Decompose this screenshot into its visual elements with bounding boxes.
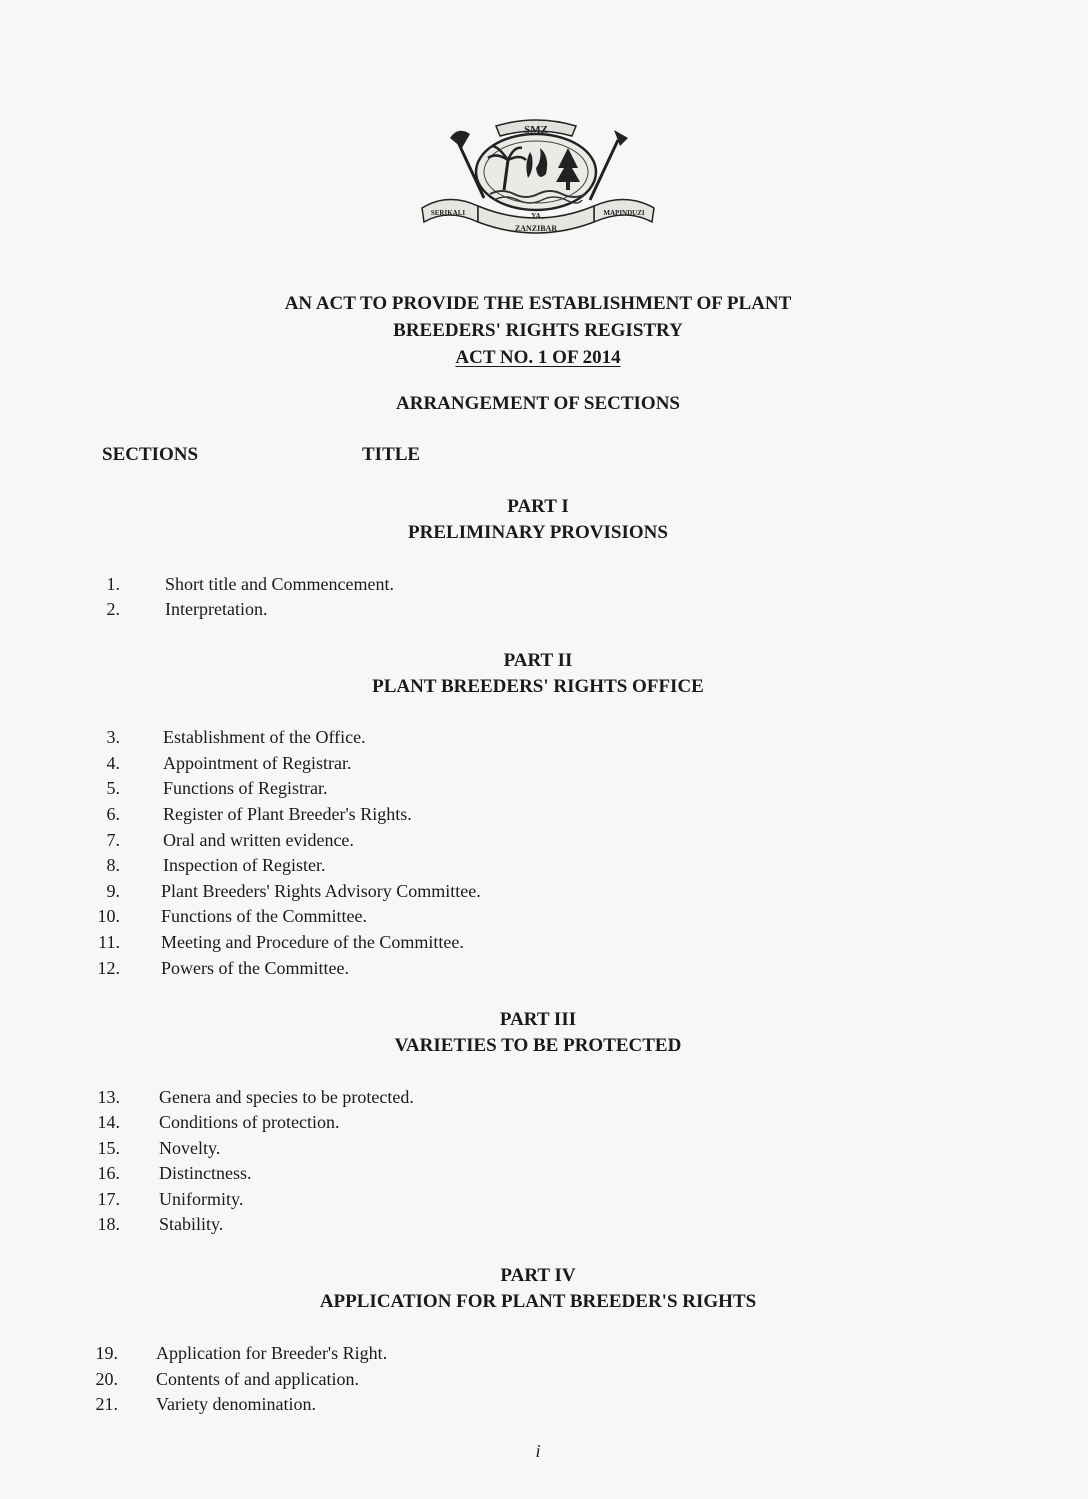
section-number: 9. bbox=[106, 881, 120, 901]
section-title: Short title and Commencement. bbox=[165, 574, 394, 594]
section-title: Distinctness. bbox=[159, 1163, 252, 1183]
section-number: 14. bbox=[97, 1112, 120, 1132]
section-title: Variety denomination. bbox=[156, 1394, 316, 1414]
emblem-banner-text-right: MAPINDUZI bbox=[603, 209, 645, 217]
section-title: Contents of and application. bbox=[156, 1369, 359, 1389]
section-number: 21. bbox=[95, 1394, 118, 1414]
section-number: 3. bbox=[106, 727, 120, 747]
part-title: APPLICATION FOR PLANT BREEDER'S RIGHTS bbox=[319, 1291, 757, 1312]
section-number: 7. bbox=[106, 830, 120, 850]
emblem-banner-text-left: SERIKALI bbox=[430, 209, 466, 217]
section-number: 8. bbox=[106, 855, 120, 875]
section-number: 4. bbox=[106, 753, 120, 773]
page-number: i bbox=[535, 1441, 541, 1461]
section-title: Novelty. bbox=[159, 1138, 221, 1158]
emblem-banner-text-center: YA bbox=[531, 212, 541, 220]
section-number: 18. bbox=[97, 1214, 120, 1234]
section-title: Register of Plant Breeder's Rights. bbox=[163, 804, 412, 824]
part-label: PART II bbox=[503, 650, 573, 671]
emblem-bottom-text: ZANZIBAR bbox=[514, 224, 558, 233]
section-title: Meeting and Procedure of the Committee. bbox=[161, 932, 464, 952]
section-number: 10. bbox=[97, 906, 120, 926]
column-header-title: TITLE bbox=[362, 444, 421, 465]
section-title: Powers of the Committee. bbox=[161, 958, 349, 978]
section-title: Plant Breeders' Rights Advisory Committee. bbox=[161, 881, 481, 901]
arrangement-heading: ARRANGEMENT OF SECTIONS bbox=[396, 393, 680, 414]
section-number: 17. bbox=[97, 1189, 120, 1209]
section-number: 20. bbox=[95, 1369, 118, 1389]
section-title: Genera and species to be protected. bbox=[159, 1087, 414, 1107]
section-title: Interpretation. bbox=[165, 599, 268, 619]
section-number: 11. bbox=[98, 932, 120, 952]
act-number: ACT NO. 1 OF 2014 bbox=[455, 347, 621, 368]
emblem-graphic bbox=[418, 112, 658, 240]
section-title: Inspection of Register. bbox=[163, 855, 326, 875]
section-number: 6. bbox=[106, 804, 120, 824]
part-title: PLANT BREEDERS' RIGHTS OFFICE bbox=[372, 676, 704, 697]
part-1-heading bbox=[0, 494, 1076, 546]
section-number: 2. bbox=[106, 599, 120, 619]
part-title: VARIETIES TO BE PROTECTED bbox=[394, 1035, 682, 1056]
section-number: 15. bbox=[97, 1138, 120, 1158]
act-title-line-2: BREEDERS' RIGHTS REGISTRY bbox=[393, 320, 683, 341]
section-number: 16. bbox=[97, 1163, 120, 1183]
zanzibar-coat-of-arms-emblem bbox=[418, 112, 658, 240]
part-label: PART IV bbox=[500, 1265, 576, 1286]
part-label: PART I bbox=[507, 496, 569, 517]
section-title: Uniformity. bbox=[159, 1189, 244, 1209]
section-title: Oral and written evidence. bbox=[163, 830, 354, 850]
part-3-heading bbox=[0, 1007, 1076, 1059]
section-title: Appointment of Registrar. bbox=[163, 753, 352, 773]
section-number: 13. bbox=[97, 1087, 120, 1107]
emblem-top-text: SMZ bbox=[524, 124, 548, 136]
section-title: Functions of the Committee. bbox=[161, 906, 367, 926]
section-title: Conditions of protection. bbox=[159, 1112, 340, 1132]
section-number: 12. bbox=[97, 958, 120, 978]
part-2-heading bbox=[0, 648, 1076, 700]
section-title: Stability. bbox=[159, 1214, 224, 1234]
section-title: Application for Breeder's Right. bbox=[156, 1343, 388, 1363]
section-number: 5. bbox=[106, 778, 120, 798]
part-title: PRELIMINARY PROVISIONS bbox=[408, 522, 668, 543]
column-header-sections: SECTIONS bbox=[102, 444, 199, 465]
part-4-heading bbox=[0, 1263, 1076, 1315]
part-label: PART III bbox=[499, 1009, 577, 1030]
section-title: Establishment of the Office. bbox=[163, 727, 366, 747]
act-title-line-1: AN ACT TO PROVIDE THE ESTABLISHMENT OF PLANT bbox=[284, 293, 792, 314]
act-title bbox=[0, 290, 1076, 371]
section-number: 19. bbox=[95, 1343, 118, 1363]
section-number: 1. bbox=[106, 574, 120, 594]
section-title: Functions of Registrar. bbox=[163, 778, 328, 798]
